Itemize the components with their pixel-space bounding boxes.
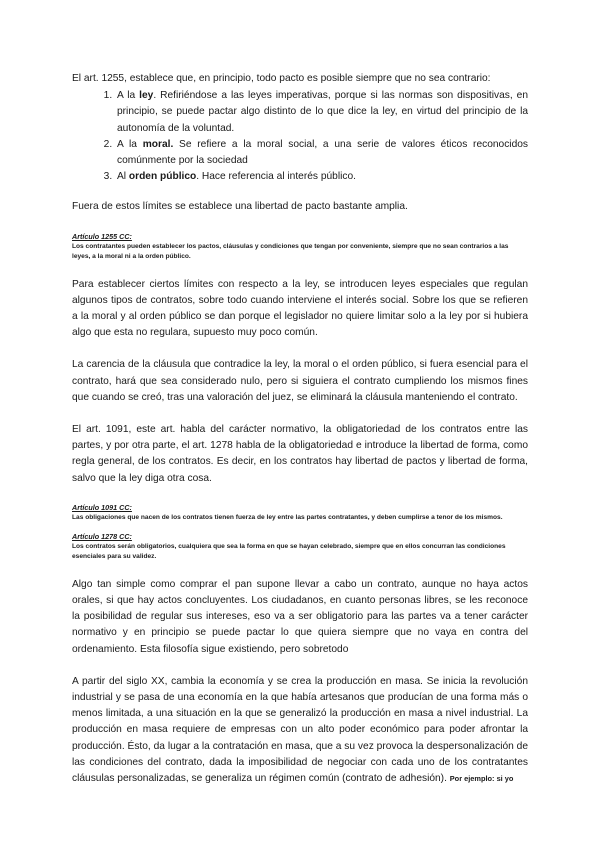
example-lead: Por ejemplo: si yo xyxy=(449,774,514,784)
intro-paragraph: El art. 1255, establece que, en principio, todo pacto es posible siempre que no sea contrario: xyxy=(72,73,491,84)
article-text: Los contratantes pueden establecer los pactos, cláusulas y condiciones que tengan por conveniente, siempre que no sean contrarios a las leyes, a la moral ni a la orden público. xyxy=(72,242,509,260)
article-text: Las obligaciones que nacen de los contratos tienen fuerza de ley entre las partes contratantes, y deben cumplirse a tenor de los mismos. xyxy=(72,513,503,521)
article-1091-block xyxy=(72,503,528,523)
freedom-paragraph: Fuera de estos límites se establece una libertad de pacto bastante amplia. xyxy=(72,201,408,213)
article-title: Artículo 1091 CC: xyxy=(72,502,132,512)
principle-term: orden público xyxy=(128,171,197,183)
article-1091-paragraph: El art. 1091, este art. habla del carácter normativo, la obligatoriedad de los contratos entre las partes, y por otra parte, el art. 1278 habla de la obligatoriedad e introduce la libertad de forma, como regla general, de los contratos. Es decir, en los contratos hay libertad de pactos y libertad de forma, salvo que la ley diga otra cosa. xyxy=(72,424,528,484)
principle-item-moral: 2. A la moral. Se refiere a la moral social, a una serie de valores éticos reconocidos comúnmente por la sociedad xyxy=(115,137,528,169)
principles-list xyxy=(72,88,528,185)
article-text: Los contratos serán obligatorios, cualquiera que sea la forma en que se hayan celebrado, siempre que en ellos concurran las condiciones esenciales para su validez. xyxy=(72,542,506,560)
nullity-paragraph: La carencia de la cláusula que contradice la ley, la moral o el orden público, si fuera esencial para el contrato, hará que sea considerado nulo, pero si siguiera el contrato cumpliendo los mismos fines que cuando se creó, tras una valoración del juez, se eliminará la cláusula manteniendo el contrato. xyxy=(72,359,528,403)
principle-term: moral. xyxy=(142,138,174,150)
article-1278-block xyxy=(72,532,528,562)
principle-item-public-order: 3. Al orden público. Hace referencia al interés público. xyxy=(115,169,528,185)
principle-term: ley xyxy=(139,90,154,102)
twentieth-century-paragraph: A partir del siglo XX, cambia la economía y se crea la producción en masa. Se inicia la revolución industrial y se pasa de una economía en la que había artesanos que producían de una forma más o menos limitada, a una situación en la que se generalizó la producción en masa a nivel industrial. La producción en masa requiere de empresas con un alto poder económico para poder afrontar la producción. Ésto, da lugar a la contratación en masa, que a su vez provoca la despersonalización de las condiciones del contrato, dada la imposibilidad de negociar con cada uno de los contratantes cláusulas personalizadas, se generaliza un régimen común (contrato de adhesión). Por ejemplo: si yo xyxy=(72,675,528,785)
limits-paragraph: Para establecer ciertos límites con respecto a la ley, se introducen leyes especiales que regulan algunos tipos de contratos, sobre todo cuando interviene el interés social. Sobre los que se refieren a la moral y al orden público se dan porque el legislador no quiere limitar solo a la ley por si hubiera algo que esta no regulara, supuesto muy poco común. xyxy=(72,278,528,339)
bread-paragraph: Algo tan simple como comprar el pan supone llevar a cabo un contrato, aunque no haya actos orales, si que hay actos concluyentes. Los ciudadanos, en cuanto personas libres, se les reconoce la posibilidad de regular sus intereses, eso va a ser obligatorio para las partes va a tener carácter normativo y en principio se puede pactar lo que quiera siempre que no vaya en contra del ordenamiento. Esta filosofía sigue existiendo, pero sobretodo xyxy=(72,578,528,655)
article-1255-block xyxy=(72,232,528,262)
article-title: Artículo 1278 CC: xyxy=(72,531,132,541)
article-title: Artículo 1255 CC: xyxy=(72,231,132,241)
principle-item-law: 1. A la ley. Refiriéndose a las leyes imperativas, porque si las normas son dispositivas, en principio, se puede pactar algo distinto de lo que dice la ley, en virtud del principio de la autonomía de la voluntad. xyxy=(115,88,528,137)
